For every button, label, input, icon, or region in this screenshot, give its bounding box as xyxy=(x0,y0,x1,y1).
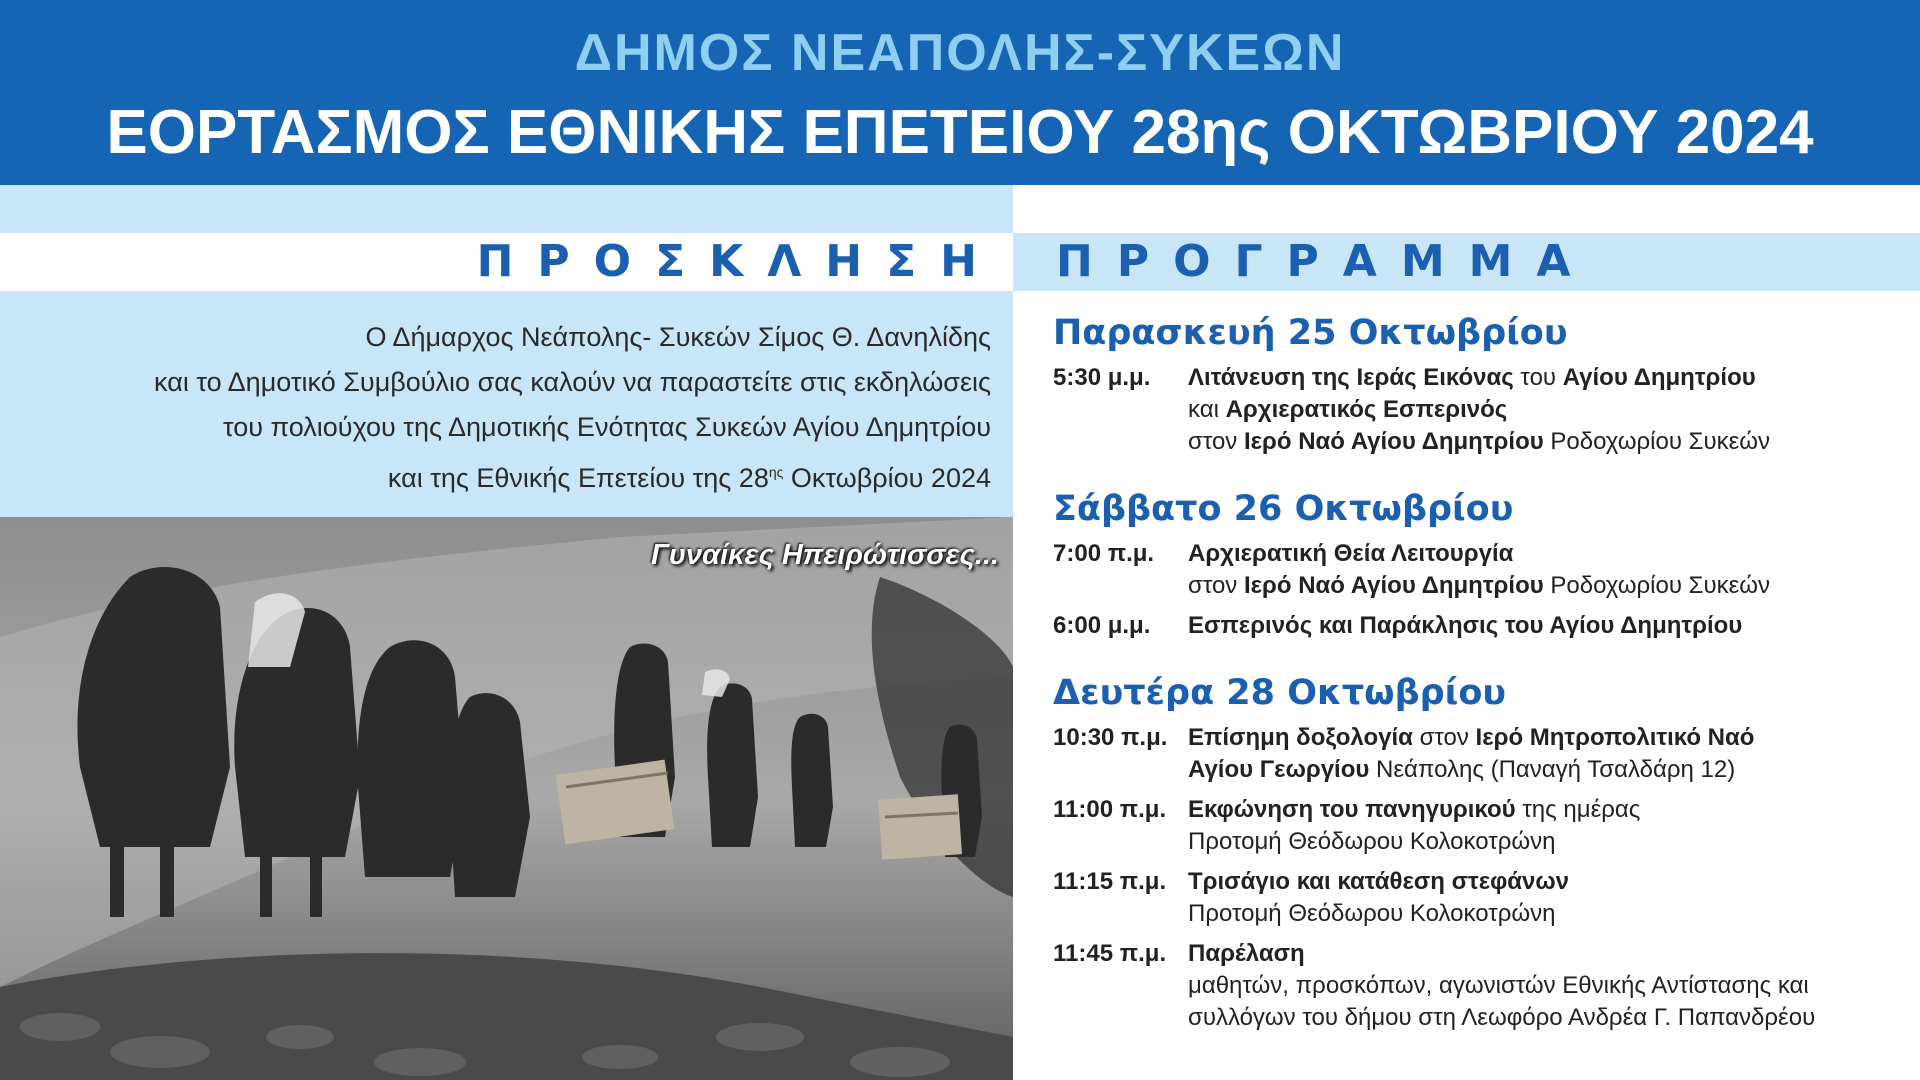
item-time: 10:30 π.μ. xyxy=(1053,724,1168,751)
description-line xyxy=(1188,394,1913,426)
program-item xyxy=(1053,938,1913,1034)
bold-text: Ιερό Ναό Αγίου Δημητρίου xyxy=(1243,572,1544,599)
invitation-line-4-start: και της Εθνικής Επετείου της 28 xyxy=(387,463,769,493)
item-time: 5:30 μ.μ. xyxy=(1053,364,1151,391)
event-title: ΕΟΡΤΑΣΜΟΣ ΕΘΝΙΚΗΣ ΕΠΕΤΕΙΟΥ 28ης ΟΚΤΩΒΡΙΟΥ 2024 xyxy=(106,98,1814,167)
program-schedule xyxy=(1053,310,1913,1062)
bold-text: Παρέλαση xyxy=(1188,940,1305,967)
invitation-text-box xyxy=(0,291,1013,517)
ordinal-suffix: ης xyxy=(768,464,784,480)
bold-text: Ιερό Μητροπολιτικό Ναό xyxy=(1475,724,1755,751)
program-item xyxy=(1053,722,1913,786)
item-time: 11:15 π.μ. xyxy=(1053,868,1167,895)
description-line xyxy=(1188,1002,1913,1034)
text: Νεάπολης (Παναγή Τσαλδάρη 12) xyxy=(1369,756,1736,783)
municipality-name: ΔΗΜΟΣ ΝΕΑΠΟΛΗΣ-ΣΥΚΕΩΝ xyxy=(574,24,1346,82)
invitation-line-3: του πολιούχου της Δημοτικής Ενότητας Συκεών Αγίου Δημητρίου xyxy=(222,412,991,442)
day-title: Δευτέρα 28 Οκτωβρίου xyxy=(1053,673,1507,713)
text: Προτομή Θεόδωρου Κολοκοτρώνη xyxy=(1188,828,1556,855)
text: μαθητών, προσκόπων, αγωνιστών Εθνικής Αντίστασης και xyxy=(1188,972,1809,999)
photo-caption: Γυναίκες Ηπειρώτισσες... xyxy=(651,539,999,571)
description-line xyxy=(1188,362,1913,394)
text: της ημέρας xyxy=(1515,796,1641,823)
text: στον xyxy=(1412,724,1476,751)
program-item xyxy=(1053,610,1913,642)
bold-text: Επίσημη δοξολογία xyxy=(1188,724,1413,751)
text: Προτομή Θεόδωρου Κολοκοτρώνη xyxy=(1188,900,1556,927)
description-line xyxy=(1188,866,1913,898)
item-description xyxy=(1188,362,1913,458)
program-heading-band xyxy=(1013,233,1920,291)
description-line xyxy=(1188,970,1913,1002)
item-description xyxy=(1188,722,1913,786)
text: του xyxy=(1513,364,1563,391)
item-time: 11:00 π.μ. xyxy=(1053,796,1167,823)
description-line xyxy=(1188,938,1913,970)
bold-text: Αρχιερατική Θεία Λειτουργία xyxy=(1188,540,1514,567)
description-line xyxy=(1188,610,1913,642)
text: στον xyxy=(1188,428,1244,455)
photo-illustration xyxy=(0,517,1013,1080)
program-item xyxy=(1053,362,1913,458)
bold-text: Εσπερινός και Παράκλησις του Αγίου Δημητρίου xyxy=(1188,612,1743,639)
item-description xyxy=(1188,938,1913,1034)
text: στον xyxy=(1188,572,1244,599)
bold-text: Ιερό Ναό Αγίου Δημητρίου xyxy=(1243,428,1544,455)
header-banner xyxy=(0,0,1920,185)
invitation-line-2: και το Δημοτικό Συμβούλιο σας καλούν να παραστείτε στις εκδηλώσεις xyxy=(154,367,991,397)
invitation-heading-band xyxy=(0,233,1013,291)
description-line xyxy=(1188,426,1913,458)
invitation-heading: ΠΡΟΣΚΛΗΣΗ xyxy=(476,236,1001,287)
item-time: 7:00 π.μ. xyxy=(1053,540,1155,567)
invitation-line-4 xyxy=(31,450,991,501)
program-item xyxy=(1053,538,1913,602)
bold-text: Λιτάνευση της Ιεράς Εικόνας xyxy=(1188,364,1514,391)
bold-text: Εκφώνηση του πανηγυρικού xyxy=(1188,796,1516,823)
description-line xyxy=(1188,754,1913,786)
invitation-text xyxy=(31,315,991,501)
text: και xyxy=(1188,396,1226,423)
description-line xyxy=(1188,570,1913,602)
historic-photo xyxy=(0,517,1013,1080)
program-day xyxy=(1053,486,1913,660)
description-line xyxy=(1188,722,1913,754)
text: Ροδοχωρίου Συκεών xyxy=(1543,572,1771,599)
left-top-band xyxy=(0,185,1013,233)
item-description xyxy=(1188,794,1913,858)
day-title: Σάββατο 26 Οκτωβρίου xyxy=(1053,489,1514,529)
item-time: 6:00 μ.μ. xyxy=(1053,612,1151,639)
item-description xyxy=(1188,866,1913,930)
description-line xyxy=(1188,898,1913,930)
description-line xyxy=(1188,794,1913,826)
text: Ροδοχωρίου Συκεών xyxy=(1543,428,1771,455)
day-title: Παρασκευή 25 Οκτωβρίου xyxy=(1053,313,1568,353)
description-line xyxy=(1188,826,1913,858)
program-heading: ΠΡΟΓΡΑΜΜΑ xyxy=(1056,236,1595,287)
program-item xyxy=(1053,866,1913,930)
text: συλλόγων του δήμου στη Λεωφόρο Ανδρέα Γ. Παπανδρέου xyxy=(1188,1004,1816,1031)
bold-text: Τρισάγιο και κατάθεση στεφάνων xyxy=(1188,868,1570,895)
bold-text: Αγίου Δημητρίου xyxy=(1562,364,1756,391)
invitation-line-4-end: Οκτωβρίου 2024 xyxy=(783,463,991,493)
item-description xyxy=(1188,610,1913,642)
program-day xyxy=(1053,670,1913,1052)
item-description xyxy=(1188,538,1913,602)
item-time: 11:45 π.μ. xyxy=(1053,940,1167,967)
invitation-line-1: Ο Δήμαρχος Νεάπολης- Συκεών Σίμος Θ. Δανηλίδης xyxy=(365,322,991,352)
program-item xyxy=(1053,794,1913,858)
bold-text: Αγίου Γεωργίου xyxy=(1188,756,1370,783)
description-line xyxy=(1188,538,1913,570)
program-day xyxy=(1053,310,1913,476)
bold-text: Αρχιερατικός Εσπερινός xyxy=(1225,396,1508,423)
